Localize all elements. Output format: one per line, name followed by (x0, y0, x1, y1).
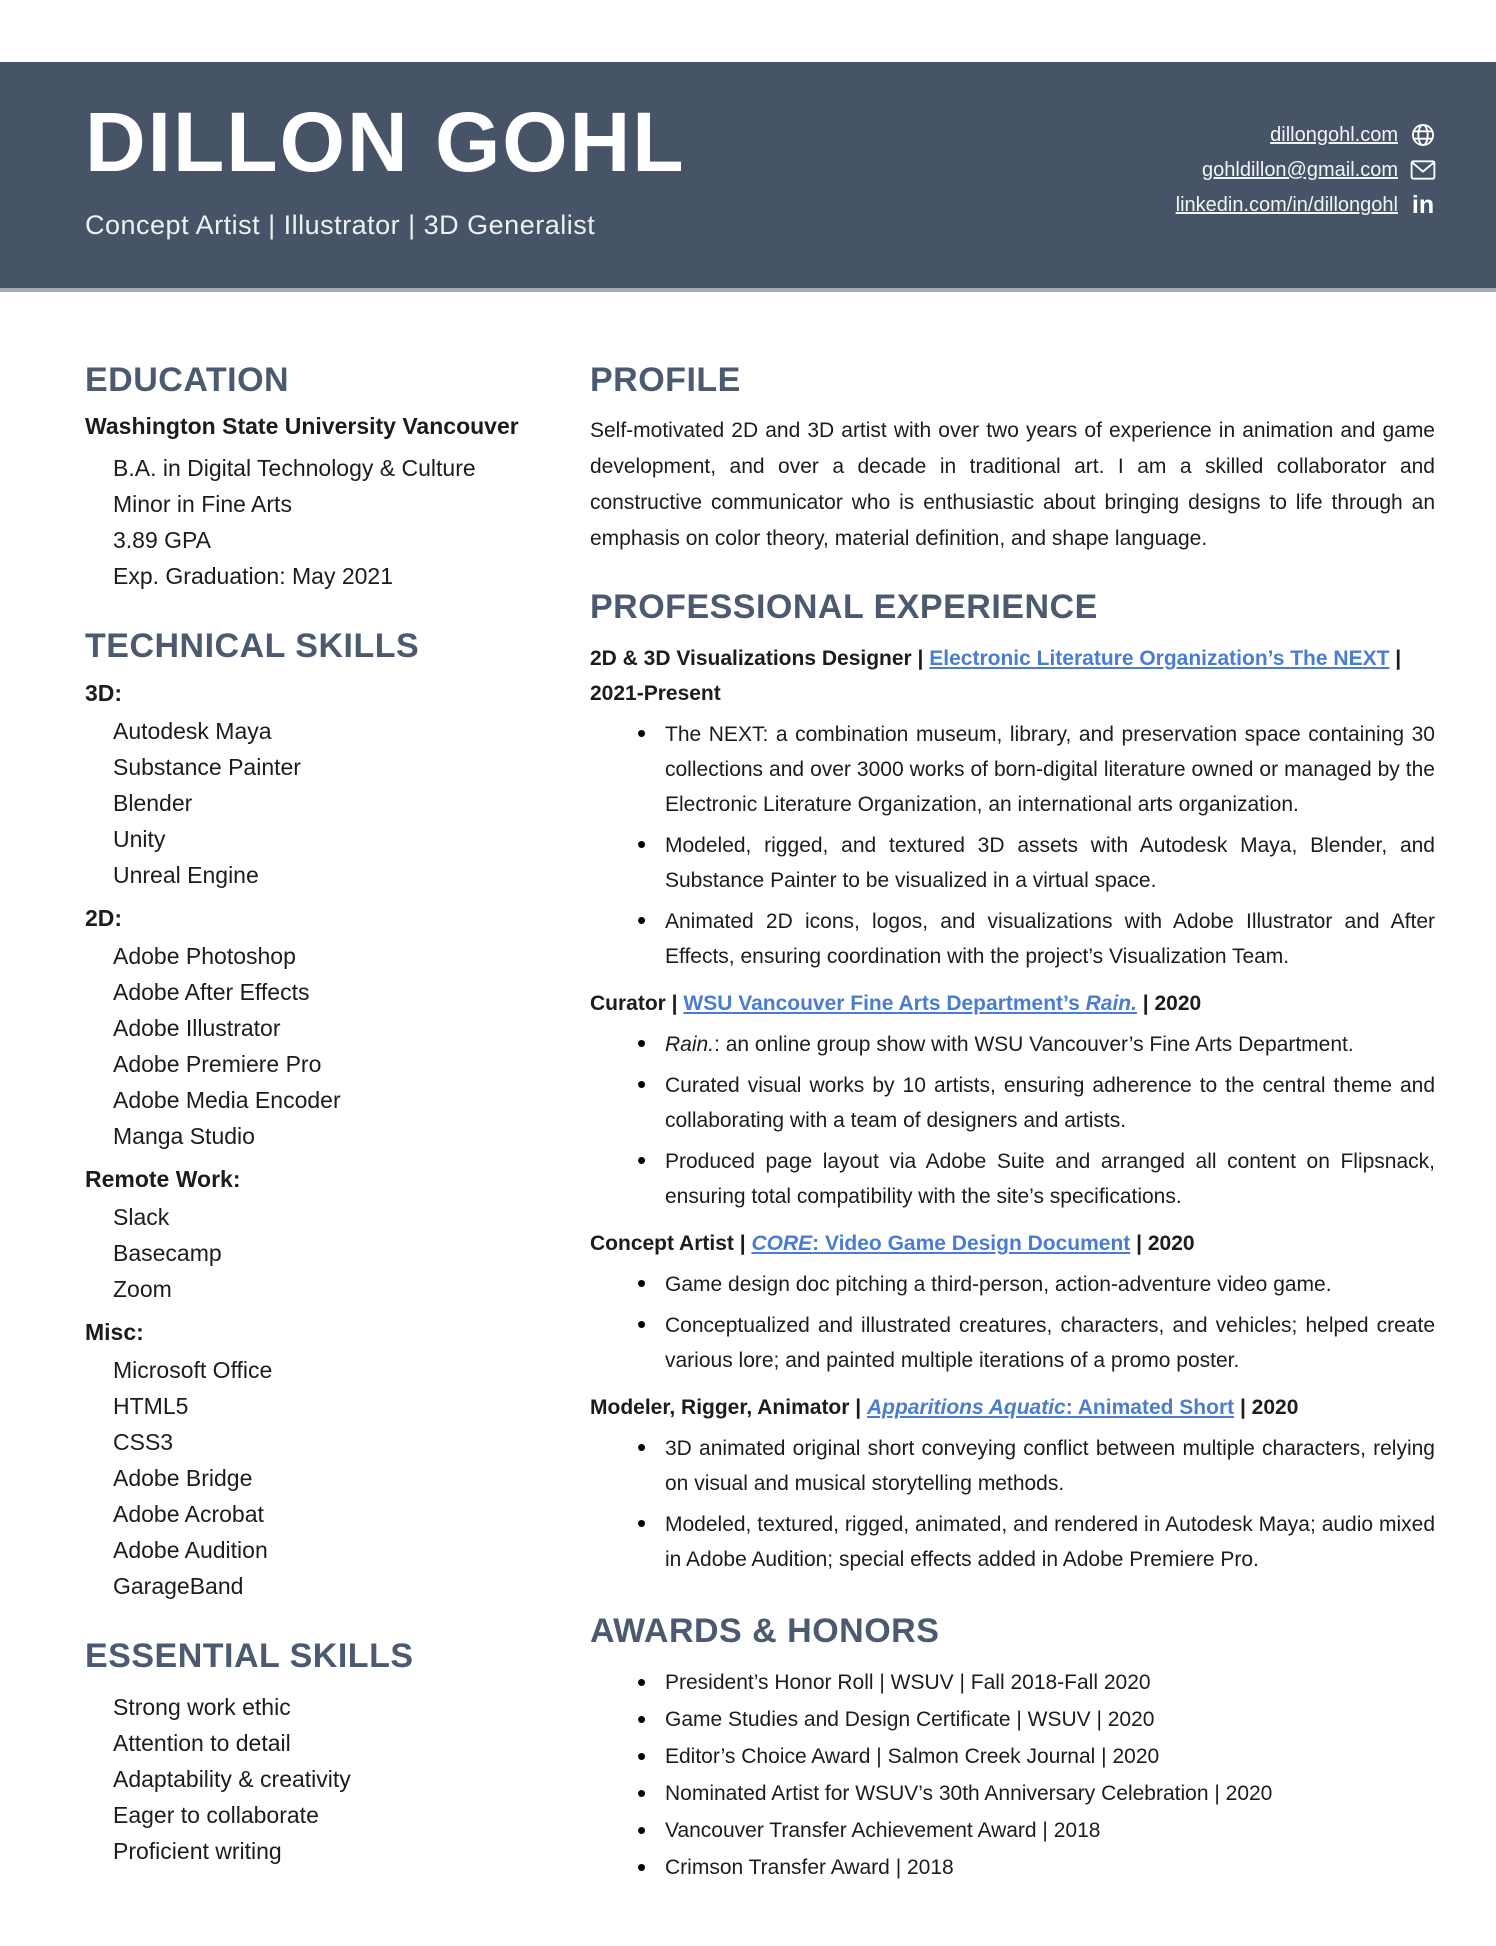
award-item: • Vancouver Transfer Achievement Award | 2018 (590, 1812, 1435, 1849)
skill-item: Slack (113, 1203, 170, 1230)
essential-skill-item: Proficient writing (113, 1838, 282, 1865)
profile-text: Self-motivated 2D and 3D artist with over two years of experience in animation and game development, and over a decade in traditional art. I am a skilled collaborator and constructive communicator who is enthusiastic about bringing designs to life through an emphasis on color theory, material definition, and shape language. (590, 419, 1435, 551)
job-bullet (590, 904, 1435, 974)
education-details (85, 450, 545, 594)
skill-group-label: 2D: (85, 904, 123, 931)
job-bullet-text: Produced page layout via Adobe Suite and arranged all content on Flipsnack, ensuring total compatibility with the site’s specifications. (665, 1149, 1435, 1208)
skill-item: Adobe Bridge (113, 1464, 253, 1491)
job-title-link[interactable]: WSU Vancouver Fine Arts Department’s (683, 991, 1086, 1015)
main-content (0, 292, 1496, 1903)
skill-item: Unity (113, 825, 166, 852)
job (590, 641, 1435, 974)
job-title-text: 2D & 3D Visualizations Designer | (590, 646, 930, 670)
job-bullet-text: The NEXT: a combination museum, library, and preservation space containing 30 collections and over 3000 works of born-digital literature owned or managed by the Electronic Literature Organization, an international arts organization. (665, 722, 1435, 816)
education-detail: Minor in Fine Arts (113, 491, 292, 518)
essential-skill-item: Attention to detail (113, 1730, 291, 1757)
person-subtitle: Concept Artist | Illustrator | 3D Generalist (85, 210, 596, 240)
profile-section (590, 362, 1435, 557)
job-bullet (590, 1144, 1435, 1214)
essential-skill-item: Strong work ethic (113, 1694, 291, 1721)
education-detail: 3.89 GPA (113, 527, 212, 554)
job-title-link[interactable]: Rain. (1085, 991, 1137, 1015)
contact-list (1176, 122, 1436, 218)
essential-skill-item: Adaptability & creativity (113, 1766, 351, 1793)
skill-group-label: Misc: (85, 1318, 144, 1345)
job-bullet (590, 1431, 1435, 1501)
job-title-link[interactable]: CORE (751, 1231, 813, 1255)
job-title-link[interactable]: : Animated Short (1065, 1395, 1235, 1419)
job-bullet (590, 828, 1435, 898)
essential-skill-item: Eager to collaborate (113, 1802, 319, 1829)
job-list (590, 641, 1435, 1577)
awards-list (590, 1664, 1435, 1886)
job-bullet (590, 1267, 1435, 1302)
job-bullet-text: Conceptualized and illustrated creatures, characters, and vehicles; helped create various lore; and painted multiple iterations of a promo poster. (665, 1313, 1435, 1372)
globe-icon (1410, 122, 1436, 148)
skill-item: Adobe Audition (113, 1536, 268, 1563)
job-bullet-text: Rain. (665, 1032, 715, 1056)
job-title-text: Modeler, Rigger, Animator | (590, 1395, 867, 1419)
skill-item: Autodesk Maya (113, 717, 272, 744)
experience-heading: PROFESSIONAL EXPERIENCE (590, 588, 1098, 627)
skill-item: Manga Studio (113, 1122, 255, 1149)
job-bullet-text: Animated 2D icons, logos, and visualizations with Adobe Illustrator and After Effects, ensuring coordination with the project’s Visualization Team. (665, 909, 1435, 968)
job-bullet-text: Curated visual works by 10 artists, ensuring adherence to the central theme and collaborating with a team of designers and artists. (665, 1073, 1435, 1132)
skill-item: Basecamp (113, 1239, 222, 1266)
education-heading: EDUCATION (85, 361, 290, 399)
contact-item (1176, 192, 1436, 218)
linkedin-icon: in (1411, 191, 1435, 219)
job-bullet-text: Modeled, rigged, and textured 3D assets with Autodesk Maya, Blender, and Substance Painter to be visualized in a virtual space. (665, 833, 1435, 892)
right-column (590, 362, 1435, 1903)
header-band (0, 62, 1496, 292)
skill-group-label: Remote Work: (85, 1165, 241, 1192)
experience-section (590, 589, 1435, 1576)
contact-link[interactable]: gohldillon@gmail.com (1202, 159, 1398, 181)
awards-heading: AWARDS & HONORS (590, 1611, 940, 1650)
job-title-text: | 2020 (1130, 1231, 1195, 1255)
job-title-text: | 2020 (1136, 991, 1202, 1015)
technical-skills-section (85, 628, 545, 1603)
award-item: • President’s Honor Roll | WSUV | Fall 2018-Fall 2020 (590, 1664, 1435, 1701)
skill-item: Adobe Media Encoder (113, 1086, 341, 1113)
skill-group (85, 680, 545, 893)
award-item: • Game Studies and Design Certificate | WSUV | 2020 (590, 1701, 1435, 1738)
job-title (590, 986, 1435, 1021)
job-title-link[interactable]: Apparitions Aquatic (866, 1395, 1066, 1419)
job-title (590, 1226, 1435, 1261)
job-bullet (590, 717, 1435, 822)
essential-skill-items (85, 1689, 545, 1869)
award-item: • Nominated Artist for WSUV’s 30th Anniversary Celebration | 2020 (590, 1775, 1435, 1812)
job-title-link[interactable]: : Video Game Design Document (812, 1231, 1131, 1255)
job-bullets (590, 1267, 1435, 1378)
education-section (85, 362, 545, 594)
contact-item (1270, 122, 1436, 148)
job-bullet-text: 3D animated original short conveying conflict between multiple characters, relying on visual and musical storytelling methods. (665, 1436, 1435, 1495)
contact-link[interactable]: linkedin.com/in/dillongohl (1175, 194, 1398, 216)
job-bullet (590, 1507, 1435, 1577)
skill-group-label: 3D: (85, 679, 123, 706)
job-title-text: | 2020 (1234, 1395, 1299, 1419)
job-bullet (590, 1308, 1435, 1378)
award-item: • Crimson Transfer Award | 2018 (590, 1849, 1435, 1886)
skill-item: GarageBand (113, 1572, 244, 1599)
essential-skills-heading: ESSENTIAL SKILLS (85, 1636, 414, 1675)
job-bullet-text: : an online group show with WSU Vancouver’s Fine Arts Department. (714, 1032, 1354, 1056)
contact-link[interactable]: dillongohl.com (1270, 124, 1398, 146)
skill-item: Blender (113, 789, 193, 816)
skill-item: Adobe Acrobat (113, 1500, 264, 1527)
email-icon (1410, 157, 1436, 183)
job-title (590, 1390, 1435, 1425)
contact-item (1202, 157, 1436, 183)
education-detail: B.A. in Digital Technology & Culture (113, 455, 476, 482)
job (590, 1226, 1435, 1378)
skill-item: Adobe After Effects (113, 978, 310, 1005)
job-title (590, 641, 1435, 711)
skill-group (85, 1166, 545, 1307)
skill-item: Adobe Photoshop (113, 942, 296, 969)
skill-item: CSS3 (113, 1428, 174, 1455)
skill-group (85, 905, 545, 1154)
awards-section (590, 1613, 1435, 1886)
award-item: • Editor’s Choice Award | Salmon Creek Journal | 2020 (590, 1738, 1435, 1775)
job-bullet-text: Game design doc pitching a third-person, action-adventure video game. (665, 1272, 1332, 1296)
education-detail: Exp. Graduation: May 2021 (113, 563, 393, 590)
skill-item: Unreal Engine (113, 861, 259, 888)
job (590, 1390, 1435, 1577)
skill-item: Microsoft Office (113, 1356, 273, 1383)
technical-skills-heading: TECHNICAL SKILLS (85, 627, 420, 666)
skill-groups (85, 680, 545, 1604)
skill-item: Substance Painter (113, 753, 301, 780)
job-title-text: Curator | (590, 991, 684, 1015)
skill-group (85, 1319, 545, 1604)
profile-heading: PROFILE (590, 361, 741, 399)
skill-item: Adobe Illustrator (113, 1014, 281, 1041)
header-identity (85, 62, 686, 241)
job-bullets (590, 1431, 1435, 1577)
job-bullet (590, 1027, 1435, 1062)
left-column (85, 362, 545, 1903)
skill-item: Zoom (113, 1275, 172, 1302)
job-title-text: Concept Artist | (590, 1231, 752, 1255)
skill-item: HTML5 (113, 1392, 189, 1419)
job-title-text: 2021-Present (590, 681, 721, 705)
job-bullet (590, 1068, 1435, 1138)
job (590, 986, 1435, 1214)
essential-skills-section (85, 1638, 545, 1869)
skill-item: Adobe Premiere Pro (113, 1050, 322, 1077)
job-bullets (590, 717, 1435, 974)
education-school: Washington State University Vancouver (85, 413, 519, 440)
job-bullets (590, 1027, 1435, 1214)
job-title-text: | (1389, 646, 1402, 670)
person-name: DILLON GOHL (85, 95, 686, 189)
job-bullet-text: Modeled, textured, rigged, animated, and rendered in Autodesk Maya; audio mixed in Adobe Audition; special effects added in Adobe Premiere Pro. (665, 1512, 1435, 1571)
job-title-link[interactable]: Electronic Literature Organization’s The NEXT (929, 646, 1390, 670)
